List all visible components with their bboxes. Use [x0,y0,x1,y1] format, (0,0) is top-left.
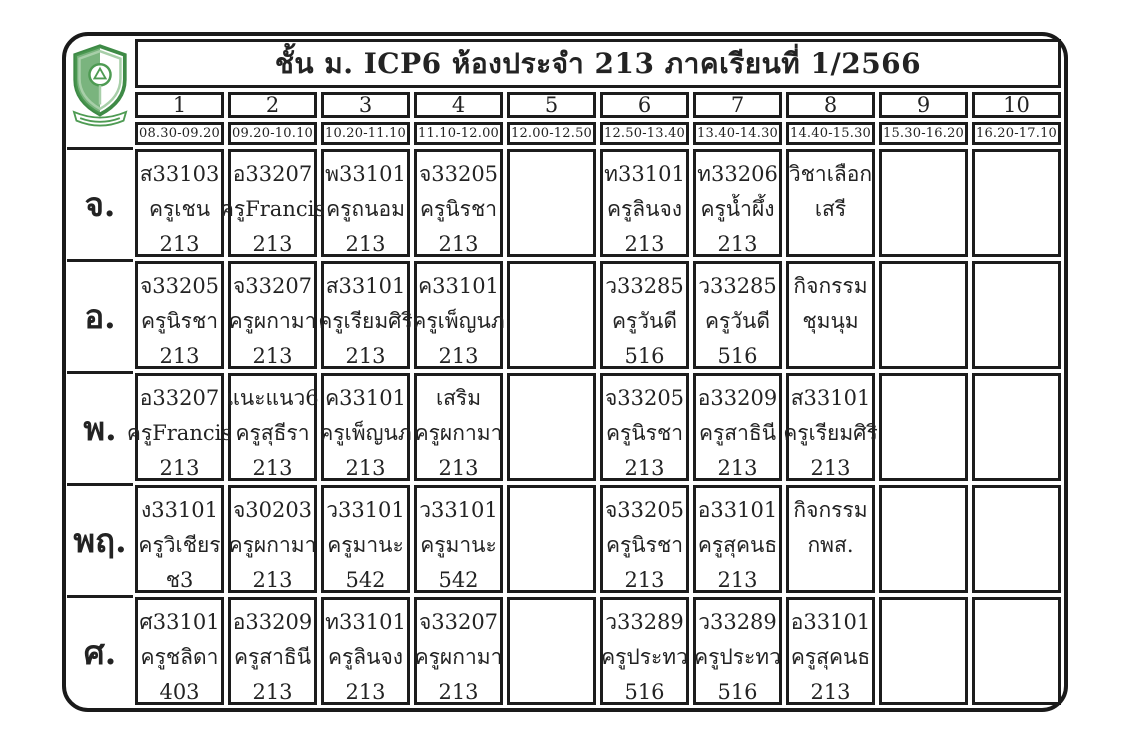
schedule-cell-box [321,485,410,593]
period-time-cell [691,120,784,147]
period-time: 08.30-09.20 [135,122,224,145]
cell-line: ส33101 [790,386,871,410]
period-time: 14.40-15.30 [786,122,875,145]
cell-line: 213 [159,344,200,368]
cell-line: 542 [438,568,479,592]
cell-line: ครูนิรชา [419,197,497,221]
cell-line: ครูผกามา [228,309,317,333]
period-number-cell [505,90,598,120]
schedule-cell-box [321,373,410,481]
schedule-cell-box [600,149,689,257]
period-number: 9 [879,92,968,118]
schedule-cell-box [786,149,875,257]
schedule-cell [319,483,412,595]
cell-line: 213 [252,232,293,256]
cell-line: ศ33101 [139,610,220,634]
schedule-cell-box [693,373,782,481]
period-time: 15.30-16.20 [879,122,968,145]
schedule-cell-box [786,485,875,593]
schedule-cell [319,371,412,483]
schedule-cell [133,483,226,595]
schedule-cell-box [783,373,878,481]
schedule-cell-box [600,485,689,593]
timetable-frame [62,32,1068,712]
schedule-cell [412,259,505,371]
cell-line: ช3 [165,568,194,592]
cell-line: จ33205 [139,274,220,298]
cell-line: อ33209 [232,610,313,634]
period-time: 10.20-11.10 [321,122,410,145]
schedule-cell-box [321,597,410,705]
cell-line: กิจกรรม [793,274,868,298]
cell-line: อ33209 [697,386,778,410]
schedule-cell-box [879,597,968,705]
cell-line: ครูสุคนธ [697,533,778,557]
schedule-cell [598,147,691,259]
schedule-cell [877,483,970,595]
period-number: 5 [507,92,596,118]
schedule-cell [412,595,505,707]
cell-line: ว33101 [326,498,405,522]
cell-line: ส33101 [325,274,406,298]
schedule-cell [126,371,233,483]
cell-line: 213 [624,568,665,592]
cell-line: ว33285 [698,274,777,298]
cell-line: ครูสุธีรา [235,421,310,445]
cell-line: 213 [438,232,479,256]
cell-line: ครูเพ็ญนภ [319,421,412,445]
period-number: 8 [786,92,875,118]
cell-line: อ33101 [790,610,871,634]
schedule-cell-box [126,373,233,481]
schedule-cell-box [414,149,503,257]
schedule-cell [598,259,691,371]
cell-line: เสรี [814,197,847,221]
period-time-cell [877,120,970,147]
period-time-cell [970,120,1063,147]
cell-line: ครูเรียมศิริ [318,309,413,333]
schedule-cell-box [600,261,689,369]
timetable-title: ชั้น ม. ICP6 ห้องประจำ 213 ภาคเรียนที่ 1/2566 [135,39,1061,88]
cell-line: ครูมานะ [420,533,497,557]
cell-line: ครูมานะ [327,533,404,557]
period-number-cell [412,90,505,120]
cell-line: 516 [624,344,665,368]
day-label: จ. [67,147,133,259]
cell-line: 213 [159,456,200,480]
period-time-cell [784,120,877,147]
schedule-cell-box [321,149,410,257]
cell-line: ครูเรียมศิริ [783,421,878,445]
period-number: 1 [135,92,224,118]
schedule-cell-box [228,485,317,593]
cell-line: จ33205 [604,386,685,410]
schedule-cell-box [135,261,224,369]
cell-line: ครูผกามา [228,533,317,557]
period-number: 2 [228,92,317,118]
cell-line: 213 [252,568,293,592]
cell-line: 403 [159,680,200,704]
schedule-cell-box [972,597,1061,705]
schedule-cell-box [414,261,503,369]
schedule-cell [226,259,319,371]
schedule-cell-box [879,485,968,593]
schedule-cell-box [135,149,224,257]
period-time-cell [598,120,691,147]
cell-line: ครูวันดี [611,309,678,333]
period-number-cell [133,90,226,120]
schedule-cell-box [786,597,875,705]
schedule-cell [877,147,970,259]
cell-line: 542 [345,568,386,592]
timetable-grid [66,36,1064,708]
school-crest-icon [69,41,131,137]
period-number-cell [691,90,784,120]
schedule-cell-box [693,485,782,593]
cell-line: จ33205 [604,498,685,522]
schedule-cell [784,147,877,259]
period-number-cell [877,90,970,120]
cell-line: 213 [810,680,851,704]
cell-line: เสริม [435,386,482,410]
period-time: 12.00-12.50 [507,122,596,145]
cell-line: 213 [717,456,758,480]
cell-line: ครูลินจง [327,645,404,669]
cell-line: กพส. [807,533,854,557]
cell-line: 213 [252,680,293,704]
schedule-cell-box [972,485,1061,593]
period-number-cell [784,90,877,120]
cell-line: 213 [438,344,479,368]
schedule-cell [319,259,412,371]
period-number: 4 [414,92,503,118]
period-number: 10 [972,92,1061,118]
cell-line: ครูนิรชา [140,309,218,333]
schedule-cell-box [228,597,317,705]
schedule-cell [784,259,877,371]
cell-line: ครูสุคนธ [790,645,871,669]
cell-line: ครูลินจง [606,197,683,221]
cell-line: ครูสาธินี [698,421,777,445]
schedule-cell [877,259,970,371]
cell-line: จ33205 [418,162,499,186]
day-label: พฤ. [67,483,133,595]
cell-line: ค33101 [325,386,406,410]
schedule-cell-box [414,485,503,593]
schedule-cell [691,483,784,595]
period-time: 16.20-17.10 [972,122,1061,145]
cell-line: 213 [717,568,758,592]
cell-line: ครูผกามา [414,421,503,445]
cell-line: 213 [345,232,386,256]
schedule-cell [505,595,598,707]
period-time: 09.20-10.10 [228,122,317,145]
cell-line: ครูสาธินี [233,645,312,669]
cell-line: จ30203 [232,498,313,522]
cell-line: อ33207 [232,162,313,186]
schedule-cell [691,371,784,483]
cell-line: ค33101 [418,274,499,298]
cell-line: ท33101 [325,610,406,634]
cell-line: 213 [438,456,479,480]
period-number: 3 [321,92,410,118]
schedule-cell [784,483,877,595]
schedule-cell-box [600,373,689,481]
cell-line: 516 [624,680,665,704]
schedule-cell [505,371,598,483]
schedule-cell-box [219,149,326,257]
schedule-cell-box [507,373,596,481]
schedule-cell-box [228,373,317,481]
cell-line: 213 [252,344,293,368]
schedule-cell [877,371,970,483]
schedule-cell-box [786,261,875,369]
schedule-cell [598,595,691,707]
cell-line: ว33285 [605,274,684,298]
cell-line: ครูชลิดา [140,645,219,669]
period-time-cell [412,120,505,147]
schedule-cell-box [972,149,1061,257]
cell-line: ครูวิเชียร [138,533,221,557]
cell-line: ครูFrancis [126,421,233,445]
cell-line: 213 [810,456,851,480]
schedule-cell [691,595,784,707]
schedule-cell-box [693,597,782,705]
schedule-cell-box [135,597,224,705]
cell-line: ส33103 [139,162,220,186]
schedule-cell [133,259,226,371]
cell-line: ครูนิรชา [605,533,683,557]
schedule-cell [412,147,505,259]
cell-line: 213 [159,232,200,256]
cell-line: ครูเพ็ญนภ [412,309,505,333]
period-number-cell [598,90,691,120]
schedule-cell [505,483,598,595]
schedule-cell [505,147,598,259]
schedule-cell [970,259,1063,371]
schedule-cell [598,371,691,483]
cell-line: ครูน้ำผึ้ง [700,197,775,221]
title-cell [133,37,1063,90]
schedule-cell [877,595,970,707]
period-time-cell [133,120,226,147]
cell-line: ครูถนอม [326,197,405,221]
schedule-cell [226,595,319,707]
day-label: อ. [67,259,133,371]
schedule-cell [970,147,1063,259]
schedule-cell [226,483,319,595]
cell-line: 213 [438,680,479,704]
cell-line: ครูประทว [694,645,781,669]
schedule-cell-box [879,149,968,257]
schedule-cell-box [507,485,596,593]
cell-line: 213 [345,456,386,480]
schedule-cell-box [228,261,317,369]
schedule-cell-box [879,373,968,481]
cell-line: ว33289 [698,610,777,634]
cell-line: ง33101 [140,498,219,522]
schedule-cell-box [972,261,1061,369]
cell-line: 516 [717,680,758,704]
schedule-cell [784,595,877,707]
schedule-cell-box [693,149,782,257]
cell-line: ว33101 [419,498,498,522]
period-time: 11.10-12.00 [414,122,503,145]
cell-line: พ33101 [325,162,406,186]
schedule-cell [219,147,326,259]
schedule-cell-box [972,373,1061,481]
cell-line: 213 [624,232,665,256]
cell-line: ครูนิรชา [605,421,683,445]
period-number-cell [970,90,1063,120]
cell-line: วิชาเลือก [788,162,873,186]
schedule-cell-box [507,261,596,369]
cell-line: 213 [717,232,758,256]
schedule-cell-box [600,597,689,705]
cell-line: ว33289 [605,610,684,634]
schedule-cell-box [507,149,596,257]
cell-line: อ33101 [697,498,778,522]
schedule-cell-box [879,261,968,369]
period-number-cell [226,90,319,120]
cell-line: ท33206 [697,162,778,186]
schedule-cell [970,371,1063,483]
cell-line: ท33101 [604,162,685,186]
schedule-cell-box [318,261,413,369]
schedule-cell-box [414,597,503,705]
schedule-cell [691,259,784,371]
cell-line: ครูผกามา [414,645,503,669]
cell-line: ครูเชน [148,197,211,221]
period-time-cell [505,120,598,147]
cell-line: แนะแนว6 [226,386,319,410]
cell-line: ครูวันดี [704,309,771,333]
cell-line: อ33207 [139,386,220,410]
cell-line: กิจกรรม [793,498,868,522]
cell-line: 516 [717,344,758,368]
schedule-cell [412,371,505,483]
period-time-cell [226,120,319,147]
schedule-cell [226,371,319,483]
cell-line: ครูประทว [601,645,688,669]
schedule-cell-box [135,485,224,593]
cell-line: ชุมนุม [802,309,859,333]
schedule-cell-box [693,261,782,369]
period-time: 12.50-13.40 [600,122,689,145]
school-logo-cell [67,37,133,147]
schedule-cell-box [414,373,503,481]
schedule-cell [598,483,691,595]
schedule-cell [412,483,505,595]
schedule-cell [970,483,1063,595]
cell-line: จ33207 [418,610,499,634]
day-label: พ. [67,371,133,483]
cell-line: 213 [252,456,293,480]
schedule-cell [505,259,598,371]
schedule-cell [691,147,784,259]
cell-line: 213 [345,344,386,368]
cell-line: จ33207 [232,274,313,298]
period-time: 13.40-14.30 [693,122,782,145]
schedule-cell [970,595,1063,707]
cell-line: ครูFrancis [219,197,326,221]
period-time-cell [319,120,412,147]
schedule-cell [319,595,412,707]
cell-line: 213 [345,680,386,704]
schedule-cell [784,371,877,483]
period-number-cell [319,90,412,120]
cell-line: 213 [624,456,665,480]
schedule-cell [133,147,226,259]
day-label: ศ. [67,595,133,707]
period-number: 6 [600,92,689,118]
schedule-cell [133,595,226,707]
period-number: 7 [693,92,782,118]
schedule-cell-box [507,597,596,705]
schedule-cell [319,147,412,259]
